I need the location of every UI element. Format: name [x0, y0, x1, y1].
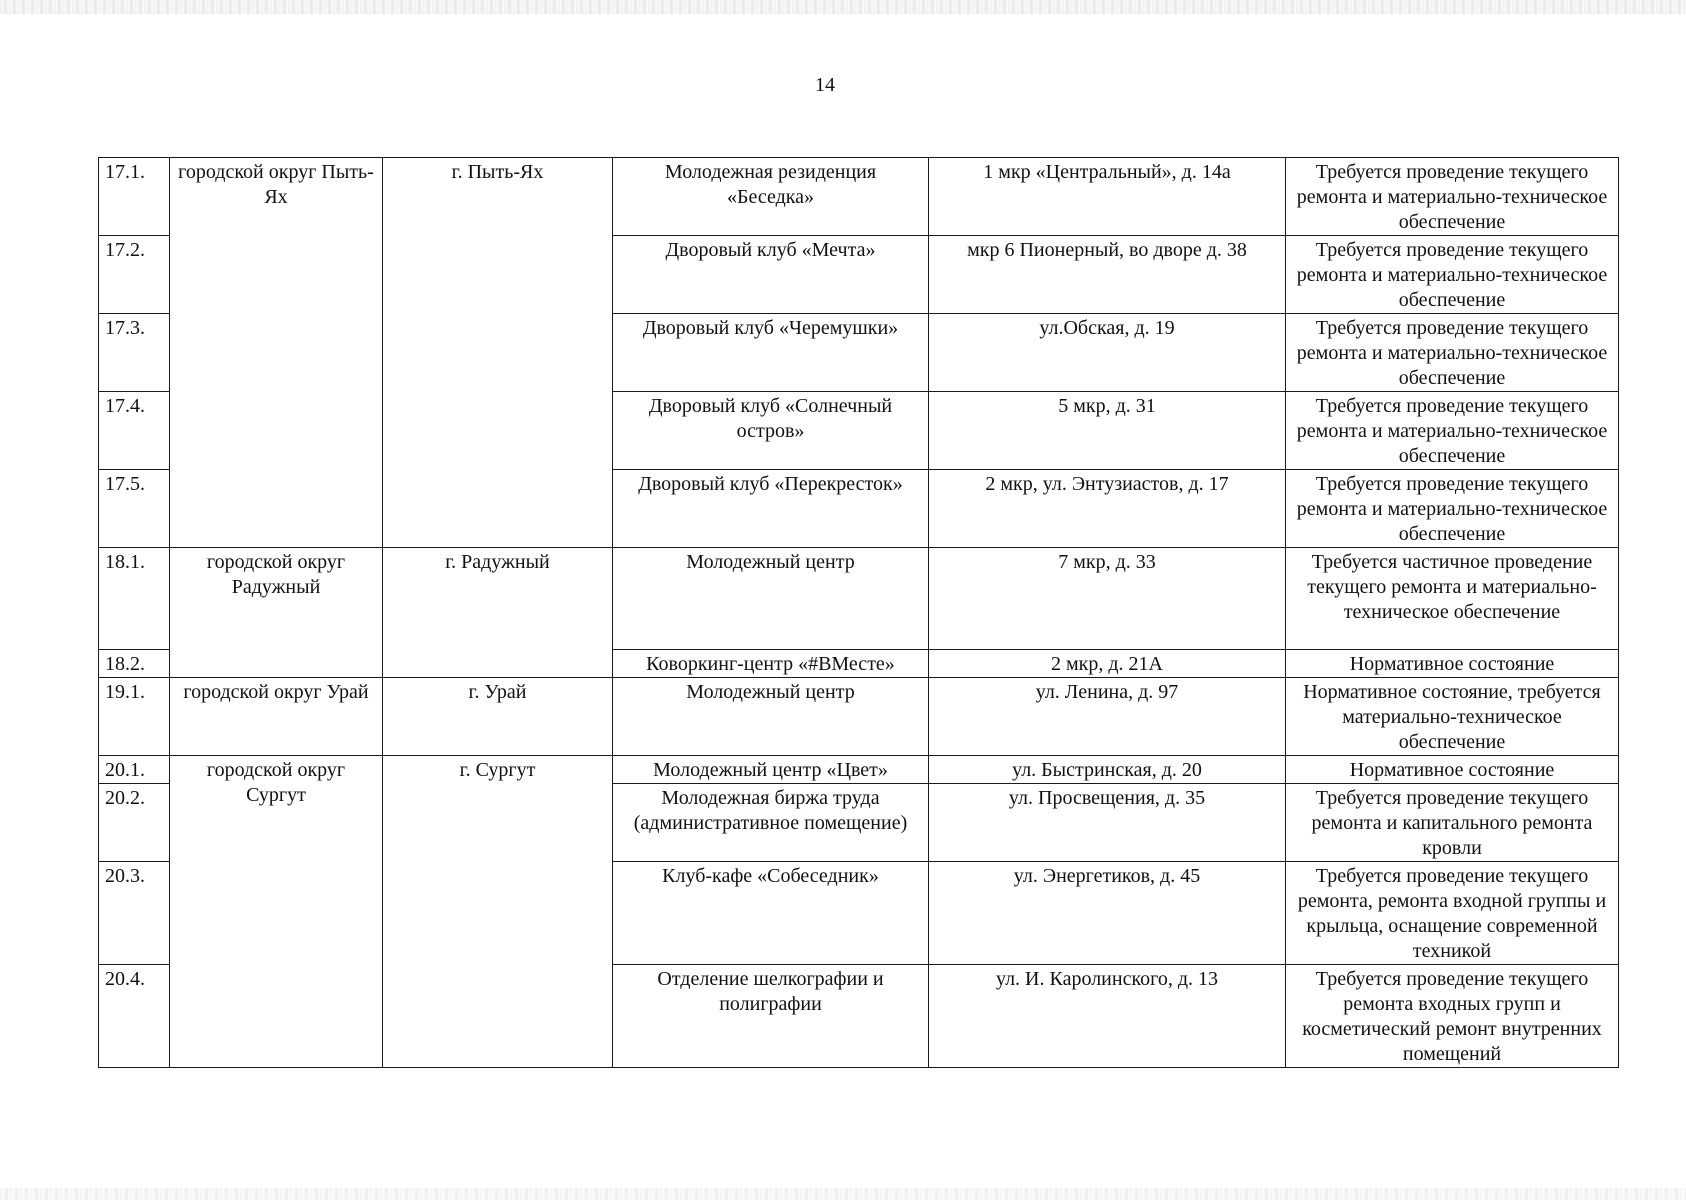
facility-address: ул.Обская, д. 19 [929, 314, 1286, 392]
table-row [99, 678, 1619, 756]
city-cell: г. Сургут [383, 756, 613, 1068]
row-number: 17.2. [99, 236, 170, 314]
page-number: 14 [815, 74, 835, 96]
table-row [99, 548, 1619, 650]
table-row [99, 158, 1619, 236]
row-number: 20.1. [99, 756, 170, 784]
city-cell: г. Радужный [383, 548, 613, 678]
facility-address: 2 мкр, ул. Энтузиастов, д. 17 [929, 470, 1286, 548]
district-cell: городской округ Сургут [170, 756, 383, 1068]
facility-address: ул. Просвещения, д. 35 [929, 784, 1286, 862]
facility-status: Требуется частичное проведение текущего ремонта и материально-техническое обеспечение [1286, 548, 1619, 650]
facility-address: 1 мкр «Центральный», д. 14а [929, 158, 1286, 236]
facility-status: Нормативное состояние [1286, 756, 1619, 784]
facility-name: Дворовый клуб «Мечта» [613, 236, 929, 314]
facility-status: Требуется проведение текущего ремонта и материально-техническое обеспечение [1286, 314, 1619, 392]
row-number: 17.5. [99, 470, 170, 548]
facilities-table [98, 157, 1619, 1068]
row-number: 20.4. [99, 965, 170, 1068]
row-number: 18.2. [99, 650, 170, 678]
facility-address: ул. И. Каролинского, д. 13 [929, 965, 1286, 1068]
facility-status: Требуется проведение текущего ремонта и материально-техническое обеспечение [1286, 392, 1619, 470]
facility-name: Клуб-кафе «Собеседник» [613, 862, 929, 965]
row-number: 17.4. [99, 392, 170, 470]
facility-address: 7 мкр, д. 33 [929, 548, 1286, 650]
facility-name: Дворовый клуб «Солнечный остров» [613, 392, 929, 470]
facility-status: Требуется проведение текущего ремонта и материально-техническое обеспечение [1286, 158, 1619, 236]
row-number: 17.1. [99, 158, 170, 236]
row-number: 17.3. [99, 314, 170, 392]
facility-status: Требуется проведение текущего ремонта, ремонта входной группы и крыльца, оснащение современной техникой [1286, 862, 1619, 965]
facility-name: Коворкинг-центр «#ВМесте» [613, 650, 929, 678]
row-number: 18.1. [99, 548, 170, 650]
facility-name: Молодежная биржа труда (административное помещение) [613, 784, 929, 862]
district-cell: городской округ Пыть-Ях [170, 158, 383, 548]
facility-name: Дворовый клуб «Перекресток» [613, 470, 929, 548]
facility-address: ул. Ленина, д. 97 [929, 678, 1286, 756]
facility-address: 2 мкр, д. 21А [929, 650, 1286, 678]
facility-address: 5 мкр, д. 31 [929, 392, 1286, 470]
city-cell: г. Урай [383, 678, 613, 756]
facility-address: мкр 6 Пионерный, во дворе д. 38 [929, 236, 1286, 314]
facility-address: ул. Быстринская, д. 20 [929, 756, 1286, 784]
facility-status: Требуется проведение текущего ремонта и материально-техническое обеспечение [1286, 236, 1619, 314]
district-cell: городской округ Урай [170, 678, 383, 756]
facility-name: Отделение шелкографии и полиграфии [613, 965, 929, 1068]
row-number: 20.3. [99, 862, 170, 965]
facility-status: Требуется проведение текущего ремонта и материально-техническое обеспечение [1286, 470, 1619, 548]
facility-status: Нормативное состояние [1286, 650, 1619, 678]
city-cell: г. Пыть-Ях [383, 158, 613, 548]
scan-edge-bottom [0, 1188, 1686, 1200]
row-number: 20.2. [99, 784, 170, 862]
facility-status: Требуется проведение текущего ремонта и капитального ремонта кровли [1286, 784, 1619, 862]
row-number: 19.1. [99, 678, 170, 756]
scan-edge-top [0, 0, 1686, 14]
district-cell: городской округ Радужный [170, 548, 383, 678]
facility-name: Молодежный центр [613, 548, 929, 650]
table-row [99, 756, 1619, 784]
facility-name: Молодежный центр [613, 678, 929, 756]
facility-name: Молодежный центр «Цвет» [613, 756, 929, 784]
facility-status: Нормативное состояние, требуется материально-техническое обеспечение [1286, 678, 1619, 756]
facility-address: ул. Энергетиков, д. 45 [929, 862, 1286, 965]
facility-name: Дворовый клуб «Черемушки» [613, 314, 929, 392]
facility-name: Молодежная резиденция «Беседка» [613, 158, 929, 236]
facility-status: Требуется проведение текущего ремонта входных групп и косметический ремонт внутренних помещений [1286, 965, 1619, 1068]
